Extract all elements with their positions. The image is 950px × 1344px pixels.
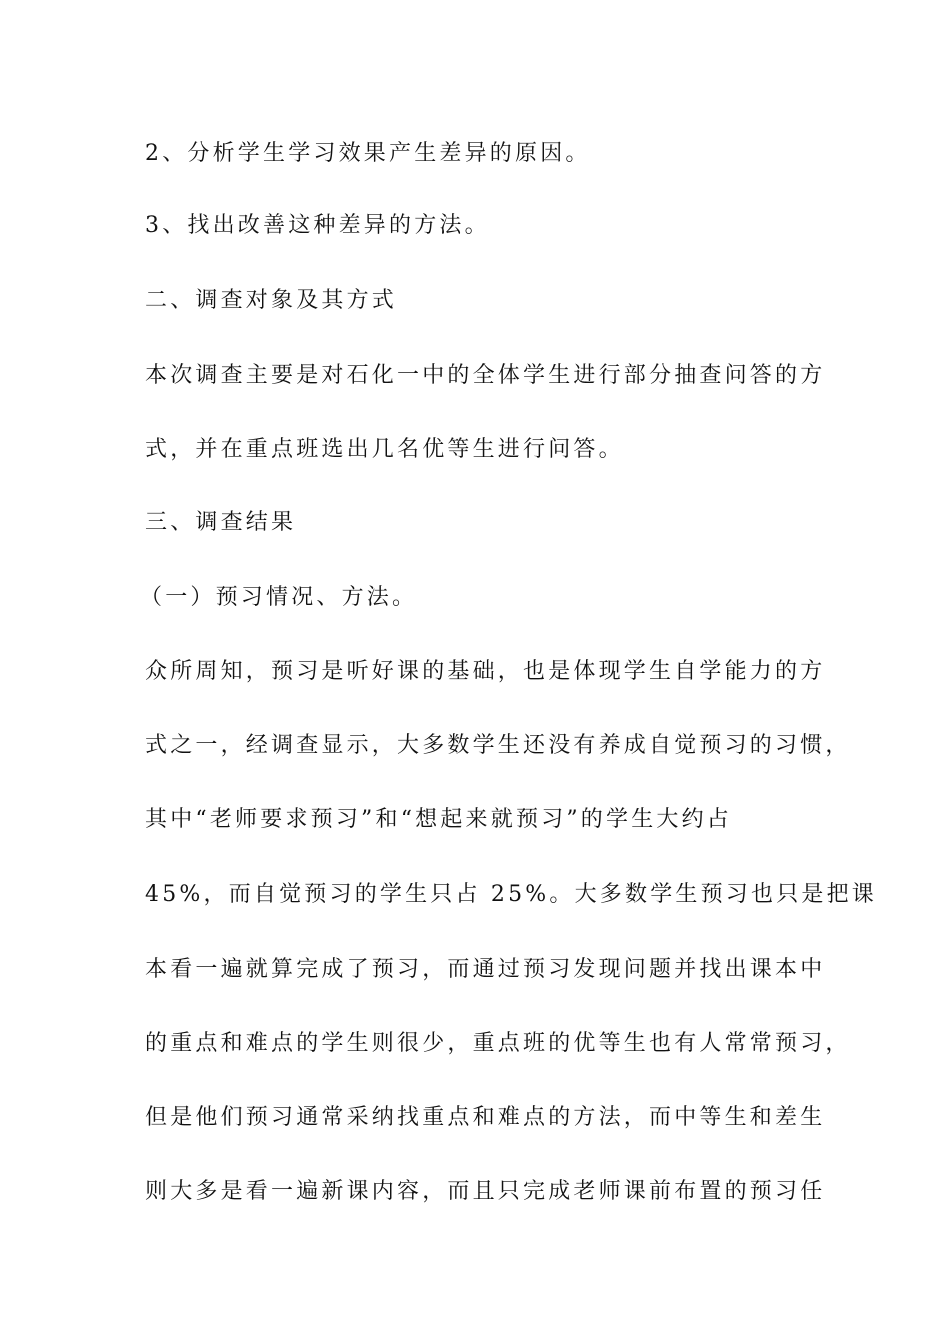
paragraph-line: 本看一遍就算完成了预习，而通过预习发现问题并找出课本中 bbox=[145, 957, 826, 982]
subsection-heading-preview: （一）预习情况、方法。 bbox=[140, 585, 418, 610]
paragraph-line: 的重点和难点的学生则很少，重点班的优等生也有人常常预习， bbox=[145, 1031, 851, 1056]
paragraph-line: 但是他们预习通常采纳找重点和难点的方法，而中等生和差生 bbox=[145, 1105, 826, 1130]
paragraph-line: 其中“老师要求预习”和“想起来就预习”的学生大约占 bbox=[145, 807, 732, 832]
paragraph-line: 众所周知，预习是听好课的基础，也是体现学生自学能力的方 bbox=[145, 659, 826, 684]
section-heading-results: 三、调查结果 bbox=[145, 510, 297, 535]
paragraph-line: 本次调查主要是对石化一中的全体学生进行部分抽查问答的方 bbox=[145, 363, 826, 388]
paragraph-line: 45%，而自觉预习的学生只占 25%。大多数学生预习也只是把课 bbox=[145, 882, 877, 907]
list-item-objective-2: 2、分析学生学习效果产生差异的原因。 bbox=[145, 141, 591, 166]
list-item-objective-3: 3、找出改善这种差异的方法。 bbox=[145, 213, 490, 238]
paragraph-line: 式之一，经调查显示，大多数学生还没有养成自觉预习的习惯， bbox=[145, 733, 851, 758]
paragraph-line: 则大多是看一遍新课内容，而且只完成老师课前布置的预习任 bbox=[145, 1179, 826, 1204]
section-heading-subjects: 二、调查对象及其方式 bbox=[145, 288, 398, 313]
paragraph-line: 式，并在重点班选出几名优等生进行问答。 bbox=[145, 437, 624, 462]
